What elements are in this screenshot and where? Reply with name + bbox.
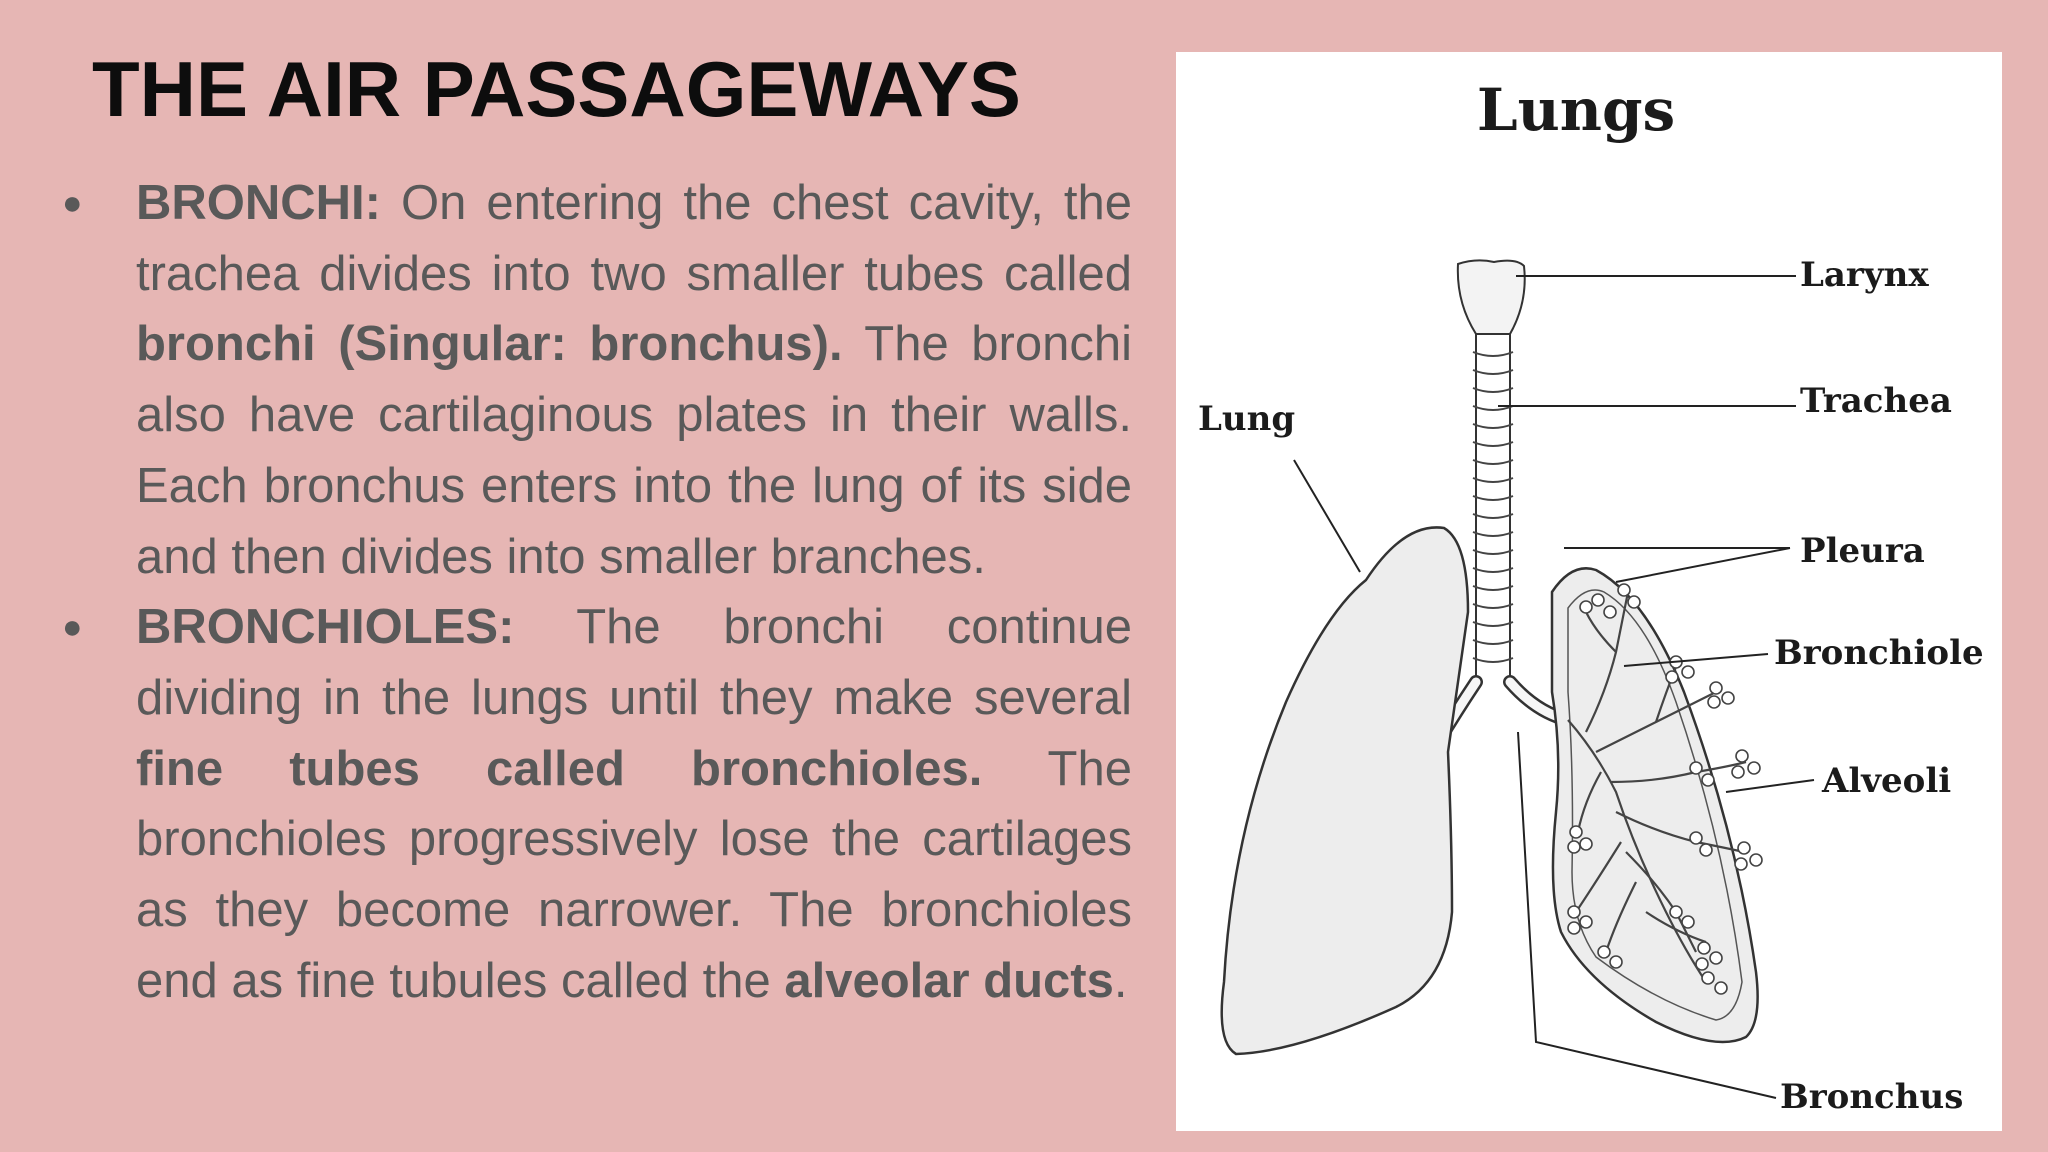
term-bronchioles: BRONCHIOLES: [136,600,515,655]
larynx-shape [1458,260,1525,334]
label-alveoli: Alveoli [1822,761,1952,801]
label-bronchus: Bronchus [1780,1077,1964,1117]
label-larynx: Larynx [1800,255,1929,295]
lungs-illustration [1176,52,2002,1131]
bronchioles-bold-2: alveolar ducts [784,953,1114,1008]
bronchi-text-1: On entering the chest cavity, the trachea divides into two smaller tubes called [136,176,1132,301]
bullet-bronchi [56,168,1132,592]
left-lung-shape [1222,527,1468,1054]
right-lung-shape [1552,568,1758,1042]
label-bronchiole: Bronchiole [1774,633,1984,673]
bronchioles-text-2: The bronchioles progressively lose the cartilages as they become narrower. The bronchioles end as fine tubules called the [136,741,1132,1008]
bullet-dot-icon: ● [62,608,83,647]
bronchioles-text-3: . [1113,953,1128,1008]
lungs-diagram [1176,52,2002,1131]
bronchi-bold-1: bronchi (Singular: bronchus). [136,317,843,372]
trachea-rings [1473,352,1513,662]
bronchioles-text-1: The bronchi continue dividing in the lungs until they make several [136,600,1132,725]
label-pleura: Pleura [1800,531,1925,571]
label-trachea: Trachea [1800,381,1952,421]
trachea-shape [1476,334,1510,682]
bronchi-text-2: The bronchi also have cartilaginous plates in their walls. Each bronchus enters into the lung of its side and then divides into smaller branches. [136,317,1132,584]
bullet-bronchioles [56,592,1132,1016]
bullet-dot-icon: ● [62,184,83,222]
bronchioles-bold-1: fine tubes called bronchioles. [136,741,983,796]
bullet-list [56,168,1132,1016]
term-bronchi: BRONCHI: [136,176,381,230]
slide-title: THE AIR PASSAGEWAYS [92,45,1021,133]
label-lung: Lung [1198,399,1296,439]
figure-title: Lungs [1476,76,1676,144]
